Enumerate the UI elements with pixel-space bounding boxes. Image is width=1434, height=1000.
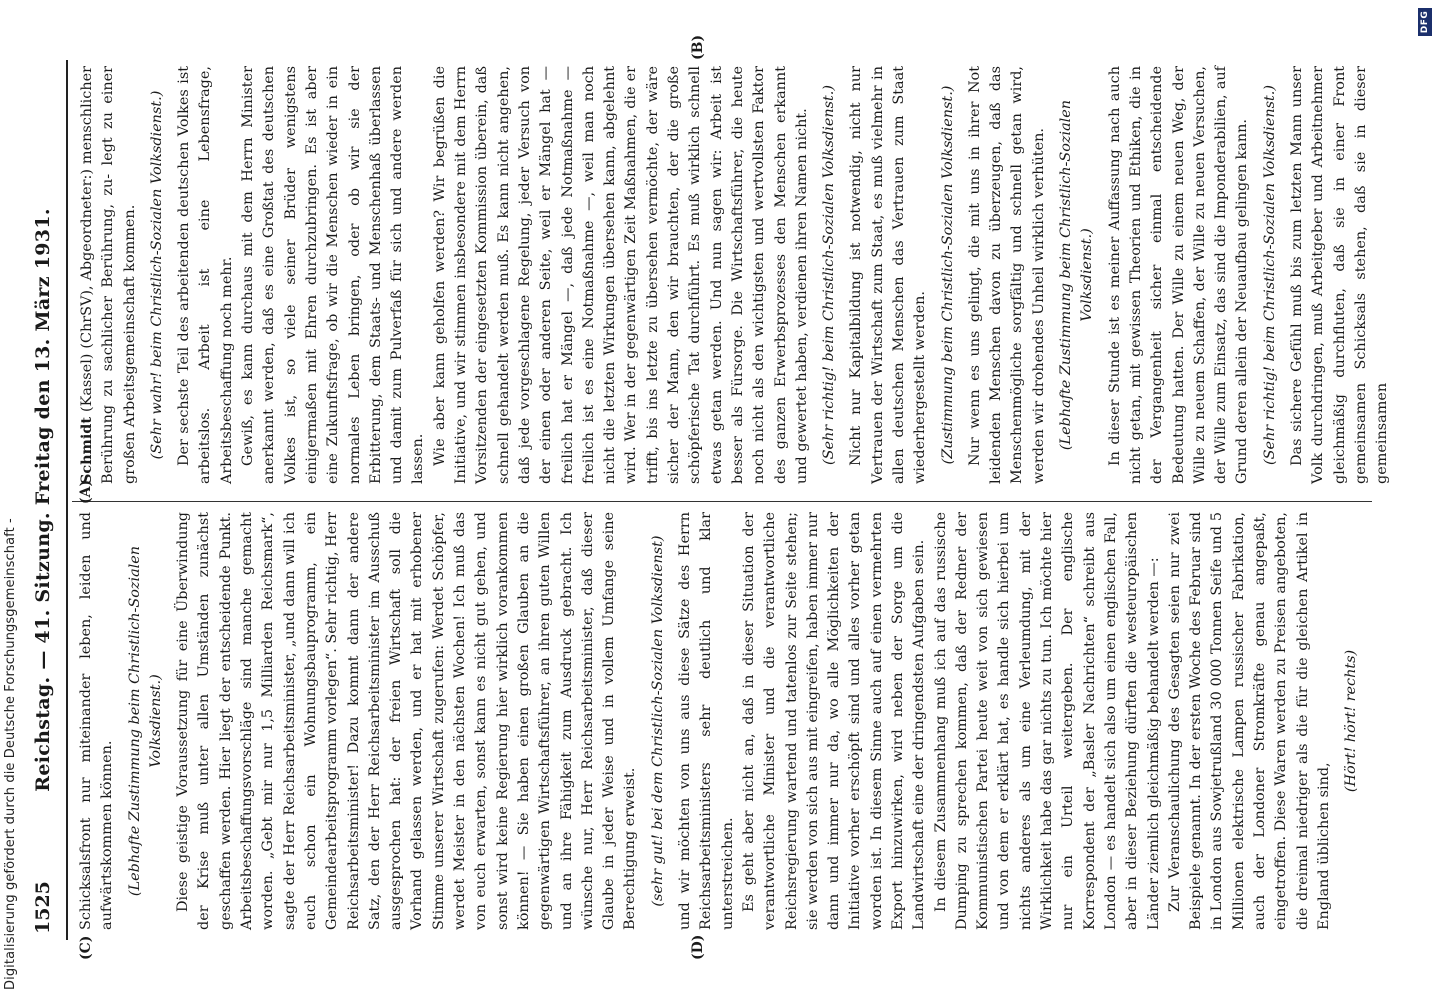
interjection: (Sehr wahr! beim Christlich-Sozialen Volksdienst.): [148, 90, 165, 460]
paragraph: Schicksalsfront nur miteinander leben, leiden und aufwärtskommen können.: [78, 512, 116, 930]
paragraph: Gewiß, es kann durchaus mit dem Herrn Minister anerkannt werden, daß es eine Großtat des deutschen Volkes ist, so viele seiner Brüder wenigstens einigermaßen mit Ehren durchzubringen. Es ist aber eine Zukunftsfrage, ob wir die Menschen wieder in ein normales Leben bringen, oder ob wir sie der Erbitterung, dem Staats- und Menschenhaß überlassen und damit zum Pulverfaß für sich und andere werden lassen.: [240, 66, 427, 484]
margin-mark-d: (D): [690, 934, 706, 960]
paragraph: Es geht aber nicht an, daß in dieser Situation der verantwortliche Minister und die verantwortliche Reichsregierung wartend und tatenlos zur Seite stehen; sie werden von sich aus mit eingreifen, haben immer nur dann und immer nur da, wo alle Möglichkeiten der Initiative vorher erschöpft sind und alles vorher getan worden ist. In diesem Sinne auch auf einen vermehrten Export hinzuwirken, wird neben der Sorge um die Landwirtschaft eine der dringendsten Aufgaben sein.: [740, 512, 928, 930]
column-divider: [72, 501, 1372, 502]
page-number: 1525: [32, 881, 54, 934]
speaker-name: Schmidt: [78, 416, 95, 484]
interjection: (Sehr richtig! beim Christlich-Sozialen Volksdienst.): [821, 85, 838, 465]
interjection: (Zustimmung beim Christlich-Sozialen Volksdienst.): [939, 85, 956, 465]
text-column-left: [76, 66, 1394, 484]
paragraph-text: (Kassel) (ChrSV), Abgeordneter:) menschlicher Berührung zu sachlicher Berührung, zu- legt zu einer großen Arbeitsgemeinschaft kommen.: [79, 66, 138, 484]
paragraph: In diesem Zusammenhang muß ich auf das russische Dumping zu sprechen kommen, daß der Redner der Kommunistischen Partei heute weit von sich gewiesen und von dem er erklärt hat, es handle sich hierbei um nichts anderes als um eine Verleumdung, mit der Wirklichkeit habe das gar nichts zu tun. Ich möchte hier nur ein Urteil weitergeben. Der englische Korrespondent der „Basler Nachrichten“ schreibt aus London — es handelt sich also um einen englischen Fall, aber in dieser Beziehung dürften die westeuropäischen Länder ziemlich gleichmäßig behandelt werden —:: [932, 512, 1162, 930]
paragraph: Der sechste Teil des arbeitenden deutschen Volkes ist arbeitslos. Arbeit ist eine Lebensfrage, Arbeitsbeschaffung noch mehr.: [176, 66, 235, 484]
paragraph: Nicht nur Kapitalbildung ist notwendig, nicht nur Vertrauen der Wirtschaft zum Staat, es muß vielmehr in allen deutschen Menschen das Vertrauen zum Staat wiederhergestellt werden.: [848, 66, 929, 484]
header-rule: [66, 60, 68, 940]
dfg-logo-icon: DFG: [1418, 8, 1432, 36]
paragraph: In dieser Stunde ist es meiner Auffassung nach auch nicht getan, mit gewissen Theorien und Ethiken, die in der Vergangenheit sicher einmal entscheidende Bedeutung hatten. Der Wille zu einem neuen Weg, der Wille zu neuem Schaffen, der Wille zu neuen Versuchen, der Wille zum Einsatz, das sind die Imponderabilien, auf Grund deren allein der Neuaufbau gelingen kann.: [1106, 66, 1251, 484]
margin-mark-b: (B): [690, 34, 706, 60]
paragraph: [76, 66, 141, 484]
paragraph: Nur wenn es uns gelingt, die mit uns in ihrer Not leidenden Menschen davon zu überzeugen, daß das Menschenmögliche sorgfältig und schnell getan wird, werden wir drohendes Unheil wirklich verhüten.: [966, 66, 1047, 484]
interjection: (Lebhafte Zustimmung beim Christlich-Sozialen Volksdienst.): [126, 545, 164, 897]
page-header: [28, 60, 64, 940]
interjection: (Sehr richtig! beim Christlich-Sozialen Volksdienst.): [1261, 85, 1278, 465]
footer-credit-wrap: [3, 518, 18, 990]
margin-mark-c: (C): [78, 935, 94, 960]
margin-mark-a: (A): [78, 479, 94, 504]
paragraph: Das sichere Gefühl muß bis zum letzten Mann unser Volk durchdringen, muß Arbeitgeber und Arbeitnehmer gleichmäßig durchfluten, daß sie in einer Front gemeinsamen Schicksals stehen, daß sie in dieser gemeinsamen: [1289, 66, 1391, 484]
interjection: (Hört! hört! rechts): [1343, 649, 1360, 793]
text-column-right: [76, 512, 1369, 930]
paragraph: Diese geistige Voraussetzung für eine Überwindung der Krise muß unter allen Umständen zunächst geschaffen werden. Hier liegt der entscheidende Punkt. Arbeitsbeschaffungsvorschläge sind manche gemacht worden. „Gebt mir nur 1,5 Milliarden Reichsmark“, sagte der Herr Reichsarbeitsminister, „und dann will ich euch schon ein Wohnungsbauprogramm, ein Gemeindearbeitsprogramm vorlegen“. Sehr richtig, Herr Reichsarbeitsminister! Dazu kommt dann der andere Satz, den der Herr Reichsarbeitsminister im Ausschuß ausgesprochen hat: der freien Wirtschaft soll die Vorhand gelassen werden, und er hat mit erhobener Stimme unserer Wirtschaft zugerufen: Werdet Schöpfer, werdet Meister in den nächsten Wochen! Ich muß das von euch erwarten, sonst kann es nicht gut gehen, und sonst wird keine Regierung hier wirklich vorankommen können! — Sie haben einen großen Glauben an die gegenwärtigen Wirtschaftsführer, an ihren guten Willen und an ihre Fähigkeit zum Ausdruck gebracht. Ich wünsche nur, Herr Reichsarbeitsminister, daß dieser Glaube in jeder Weise und in vollem Umfange seine Berechtigung erweist.: [175, 512, 639, 930]
paragraph: und wir möchten von uns aus diese Sätze des Herrn Reichsarbeitsministers sehr deutlich und klar unterstreichen.: [677, 512, 736, 930]
paragraph: Wie aber kann geholfen werden? Wir begrüßen die Initiative, und wir stimmen insbesondere mit dem Herrn Vorsitzenden der eingesetzten Kommission überein, daß schnell gehandelt werden muß. Es kann nicht angehen, daß jede vorgeschlagene Regelung, jeder Versuch von der einen oder anderen Seite, weil er Mängel hat — freilich hat er Mängel —, daß jede Notmaßnahme — freilich ist es eine Notmaßnahme —, weil man noch nicht die letzten Wirkungen übersehen kann, abgelehnt wird. Wer in der gegenwärtigen Zeit Maßnahmen, die er trifft, bis ins letzte zu übersehen vermöchte, der wäre sicher der Mann, den wir brauchten, der die große schöpferische Tat durchführt. Es muß wirklich schnell etwas getan werden. Und nun sagen wir: Arbeit ist besser als Fürsorge. Die Wirtschaftsführer, die heute noch nicht als den wichtigsten und wertvollsten Faktor des ganzen Erwerbsprozesses den Menschen erkannt und gewertet haben, verdienen ihren Namen nicht.: [431, 66, 810, 484]
interjection: (sehr gut! bei dem Christlich-Sozialen Volksdienst): [649, 535, 666, 907]
paragraph: Zur Veranschaulichung des Gesagten seien nur zwei Beispiele genannt. In der ersten Woche des Februar sind in London aus Sowjetrußland 30 000 Tonnen Seife und 5 Millionen elektrische Lampen russischer Fabrikation, auch der Londoner Stromkräfte genau angepaßt, eingetroffen. Diese Waren werden zu Preisen angeboten, die dreimal niedriger als die für die gleichen Artikel in England üblichen sind,: [1166, 512, 1332, 930]
page-title: Reichstag. — 41. Sitzung. Freitag den 13. März 1931.: [32, 208, 54, 792]
interjection: (Lebhafte Zustimmung beim Christlich-Sozialen Volksdienst.): [1058, 99, 1096, 451]
footer-credit: Digitalisierung gefördert durch die Deutsche Forschungsgemeinschaft -: [3, 518, 18, 990]
